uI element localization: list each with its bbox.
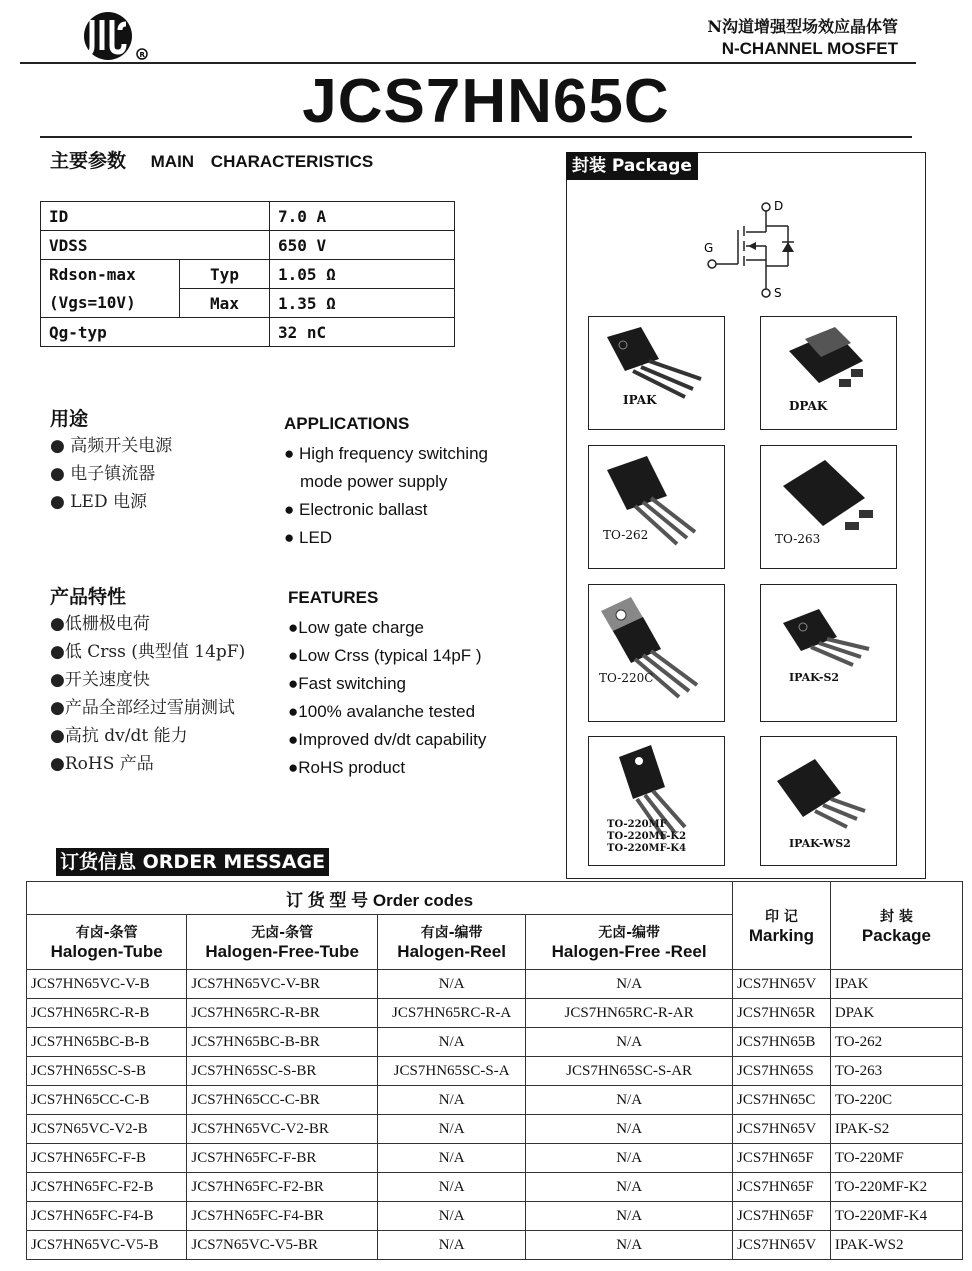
list-item: ●低 Crss (典型值 14pF) (50, 642, 246, 662)
package-header: 封 装 Package (830, 882, 962, 970)
order-codes-header: 订 货 型 号 Order codes (27, 882, 733, 915)
to220c-package-icon (589, 585, 724, 721)
table-row (41, 202, 455, 231)
list-item: ●Fast switching (288, 674, 406, 693)
ipak-label: IPAK (623, 393, 657, 407)
features-list-cn (50, 610, 245, 778)
table-row (27, 1086, 963, 1115)
order-table (26, 881, 963, 1260)
col-header-halogen-tube: 有卤-条管 Halogen-Tube (27, 915, 187, 970)
table-cell: JCS7HN65F (733, 1202, 831, 1231)
cond-cell: Max (180, 289, 270, 318)
table-cell: JCS7HN65VC-V2-BR (187, 1115, 378, 1144)
col-header-halogen-reel: 有卤-编带 Halogen-Reel (377, 915, 525, 970)
to262-label: TO-262 (603, 528, 649, 542)
table-cell: N/A (526, 1086, 733, 1115)
table-cell: JCS7HN65S (733, 1057, 831, 1086)
col-header-halogen-free-reel: 无卤-编带 Halogen-Free -Reel (526, 915, 733, 970)
param-cell: ID (41, 202, 270, 231)
list-item: ● 电子镇流器 (50, 464, 156, 484)
table-cell: IPAK-S2 (830, 1115, 962, 1144)
table-cell: N/A (377, 970, 525, 999)
list-item: ●Low gate charge (288, 618, 424, 637)
main-title-en: MAIN CHARACTERISTICS (150, 152, 374, 171)
table-cell: JCS7HN65RC-R-A (377, 999, 525, 1028)
table-cell: JCS7HN65V (733, 1231, 831, 1260)
table-cell: N/A (526, 1028, 733, 1057)
package-tile-to220c (588, 584, 725, 722)
table-cell: JCS7HN65BC-B-B (27, 1028, 187, 1057)
table-cell: TO-220MF-K2 (830, 1173, 962, 1202)
header-en-title: N-CHANNEL MOSFET (721, 39, 898, 58)
table-cell: JCS7HN65SC-S-AR (526, 1057, 733, 1086)
table-cell: JCS7N65VC-V2-B (27, 1115, 187, 1144)
svg-text:G: G (704, 241, 714, 255)
table-cell: JCS7HN65FC-F4-B (27, 1202, 187, 1231)
param-cell: (Vgs=10V) (41, 289, 180, 318)
value-cell: 32 nC (270, 318, 455, 347)
table-cell: JCS7HN65FC-F4-BR (187, 1202, 378, 1231)
table-cell: JCS7HN65RC-R-BR (187, 999, 378, 1028)
table-cell: N/A (377, 1231, 525, 1260)
value-cell: 650 V (270, 231, 455, 260)
table-cell: JCS7HN65FC-F2-B (27, 1173, 187, 1202)
list-item: ●100% avalanche tested (288, 702, 476, 721)
table-cell: N/A (526, 1173, 733, 1202)
title-rule (40, 136, 912, 138)
list-item: ●产品全部经过雪崩测试 (50, 698, 235, 718)
table-cell: JCS7HN65FC-F2-BR (187, 1173, 378, 1202)
table-cell: JCS7HN65V (733, 970, 831, 999)
svg-text:D: D (774, 199, 784, 213)
marking-header: 印 记 Marking (733, 882, 831, 970)
table-cell: TO-220MF (830, 1144, 962, 1173)
cond-cell: Typ (180, 260, 270, 289)
table-row (41, 289, 455, 318)
package-tile-to262 (588, 445, 725, 569)
ipak-s2-label: IPAK-S2 (789, 671, 840, 684)
ipak-s2-package-icon (761, 585, 896, 721)
order-body (27, 970, 963, 1260)
table-cell: JCS7HN65FC-F-BR (187, 1144, 378, 1173)
table-row (41, 318, 455, 347)
list-item: ● 高频开关电源 (50, 436, 173, 456)
to220c-label: TO-220C (599, 671, 654, 685)
characteristics-table (40, 201, 455, 347)
table-cell: N/A (377, 1202, 525, 1231)
table-cell: TO-262 (830, 1028, 962, 1057)
table-cell: JCS7HN65VC-V5-B (27, 1231, 187, 1260)
package-tile-ipak (588, 316, 725, 430)
table-cell: JCS7HN65SC-S-B (27, 1057, 187, 1086)
table-cell: JCS7HN65SC-S-BR (187, 1057, 378, 1086)
table-row (27, 1057, 963, 1086)
features-title-cn: 产品特性 (50, 586, 127, 608)
table-cell: JCS7HN65R (733, 999, 831, 1028)
param-cell: Rdson-max (41, 260, 180, 289)
table-row (27, 1231, 963, 1260)
list-item: ●低栅极电荷 (50, 614, 150, 634)
table-cell: N/A (526, 1202, 733, 1231)
to262-package-icon (589, 446, 724, 568)
list-item: ● Electronic ballast (284, 500, 428, 519)
package-tile-to263 (760, 445, 897, 569)
table-row (27, 999, 963, 1028)
param-cell: Qg-typ (41, 318, 270, 347)
mosfet-symbol-icon (700, 196, 810, 302)
table-cell: N/A (377, 1086, 525, 1115)
table-row (41, 231, 455, 260)
table-cell: N/A (526, 970, 733, 999)
order-title: 订货信息 ORDER MESSAGE (56, 848, 329, 876)
table-cell: JCS7HN65F (733, 1144, 831, 1173)
value-cell: 1.35 Ω (270, 289, 455, 318)
to220mf-label: TO-220MF TO-220MF-K2 TO-220MF-K4 (607, 819, 687, 854)
table-cell: N/A (377, 1115, 525, 1144)
company-logo (78, 10, 150, 62)
applications-list-en (284, 440, 488, 552)
table-cell: TO-220MF-K4 (830, 1202, 962, 1231)
table-cell: N/A (377, 1173, 525, 1202)
to263-label: TO-263 (775, 532, 821, 546)
table-row (27, 970, 963, 999)
table-row (27, 1144, 963, 1173)
table-cell: JCS7HN65BC-B-BR (187, 1028, 378, 1057)
table-cell: JCS7HN65FC-F-B (27, 1144, 187, 1173)
ipak-ws2-label: IPAK-WS2 (789, 837, 851, 850)
list-item: mode power supply (300, 472, 448, 491)
table-cell: IPAK-WS2 (830, 1231, 962, 1260)
list-item: ● LED (284, 528, 333, 547)
list-item: ●RoHS product (288, 758, 406, 777)
applications-list-cn (50, 432, 172, 516)
table-cell: JCS7HN65CC-C-BR (187, 1086, 378, 1115)
list-item: ●RoHS 产品 (50, 754, 154, 774)
svg-text:S: S (774, 286, 782, 300)
table-cell: JCS7HN65SC-S-A (377, 1057, 525, 1086)
list-item: ● LED 电源 (50, 492, 147, 512)
table-cell: JCS7HN65VC-V-BR (187, 970, 378, 999)
header-cn-title: N沟道增强型场效应晶体管 (707, 17, 898, 36)
table-cell: JCS7HN65RC-R-AR (526, 999, 733, 1028)
dpak-package-icon (761, 317, 896, 429)
table-cell: JCS7HN65RC-R-B (27, 999, 187, 1028)
features-title-en: FEATURES (288, 588, 379, 607)
table-cell: IPAK (830, 970, 962, 999)
list-item: ●Improved dv/dt capability (288, 730, 487, 749)
table-cell: N/A (377, 1144, 525, 1173)
part-number: JCS7HN65C (302, 67, 670, 136)
table-cell: JCS7HN65CC-C-B (27, 1086, 187, 1115)
table-row (27, 1028, 963, 1057)
table-cell: JCS7HN65F (733, 1173, 831, 1202)
table-cell: JCS7HN65VC-V-B (27, 970, 187, 999)
ipak-package-icon (589, 317, 724, 429)
to263-package-icon (761, 446, 896, 568)
table-row (27, 1115, 963, 1144)
table-cell: JCS7N65VC-V5-BR (187, 1231, 378, 1260)
param-cell: VDSS (41, 231, 270, 260)
table-cell: N/A (526, 1115, 733, 1144)
package-title: 封装 Package (566, 152, 698, 180)
value-cell: 7.0 A (270, 202, 455, 231)
list-item: ●开关速度快 (50, 670, 150, 690)
table-cell: JCS7HN65B (733, 1028, 831, 1057)
package-tile-ipak-ws2 (760, 736, 897, 866)
table-cell: N/A (526, 1144, 733, 1173)
header-rule (20, 62, 916, 64)
table-cell: JCS7HN65C (733, 1086, 831, 1115)
table-cell: TO-263 (830, 1057, 962, 1086)
table-cell: TO-220C (830, 1086, 962, 1115)
package-tile-dpak (760, 316, 897, 430)
table-cell: N/A (526, 1231, 733, 1260)
table-row (27, 1202, 963, 1231)
table-cell: N/A (377, 1028, 525, 1057)
order-header-row (27, 882, 963, 915)
dpak-label: DPAK (789, 399, 828, 413)
list-item: ●高抗 dv/dt 能力 (50, 726, 188, 746)
table-cell: DPAK (830, 999, 962, 1028)
package-tile-to220mf (588, 736, 725, 866)
svg-text:R: R (139, 51, 145, 59)
main-title-cn: 主要参数 (50, 150, 127, 172)
table-cell: JCS7HN65V (733, 1115, 831, 1144)
col-header-halogen-free-tube: 无卤-条管 Halogen-Free-Tube (187, 915, 378, 970)
package-tile-ipak-s2 (760, 584, 897, 722)
applications-title-en: APPLICATIONS (284, 414, 410, 433)
table-row (41, 260, 455, 289)
list-item: ●Low Crss (typical 14pF ) (288, 646, 482, 665)
value-cell: 1.05 Ω (270, 260, 455, 289)
features-list-en (288, 614, 486, 782)
main-characteristics-title (50, 146, 373, 173)
list-item: ● High frequency switching (284, 444, 488, 463)
table-row (27, 1173, 963, 1202)
applications-title-cn: 用途 (50, 408, 89, 430)
